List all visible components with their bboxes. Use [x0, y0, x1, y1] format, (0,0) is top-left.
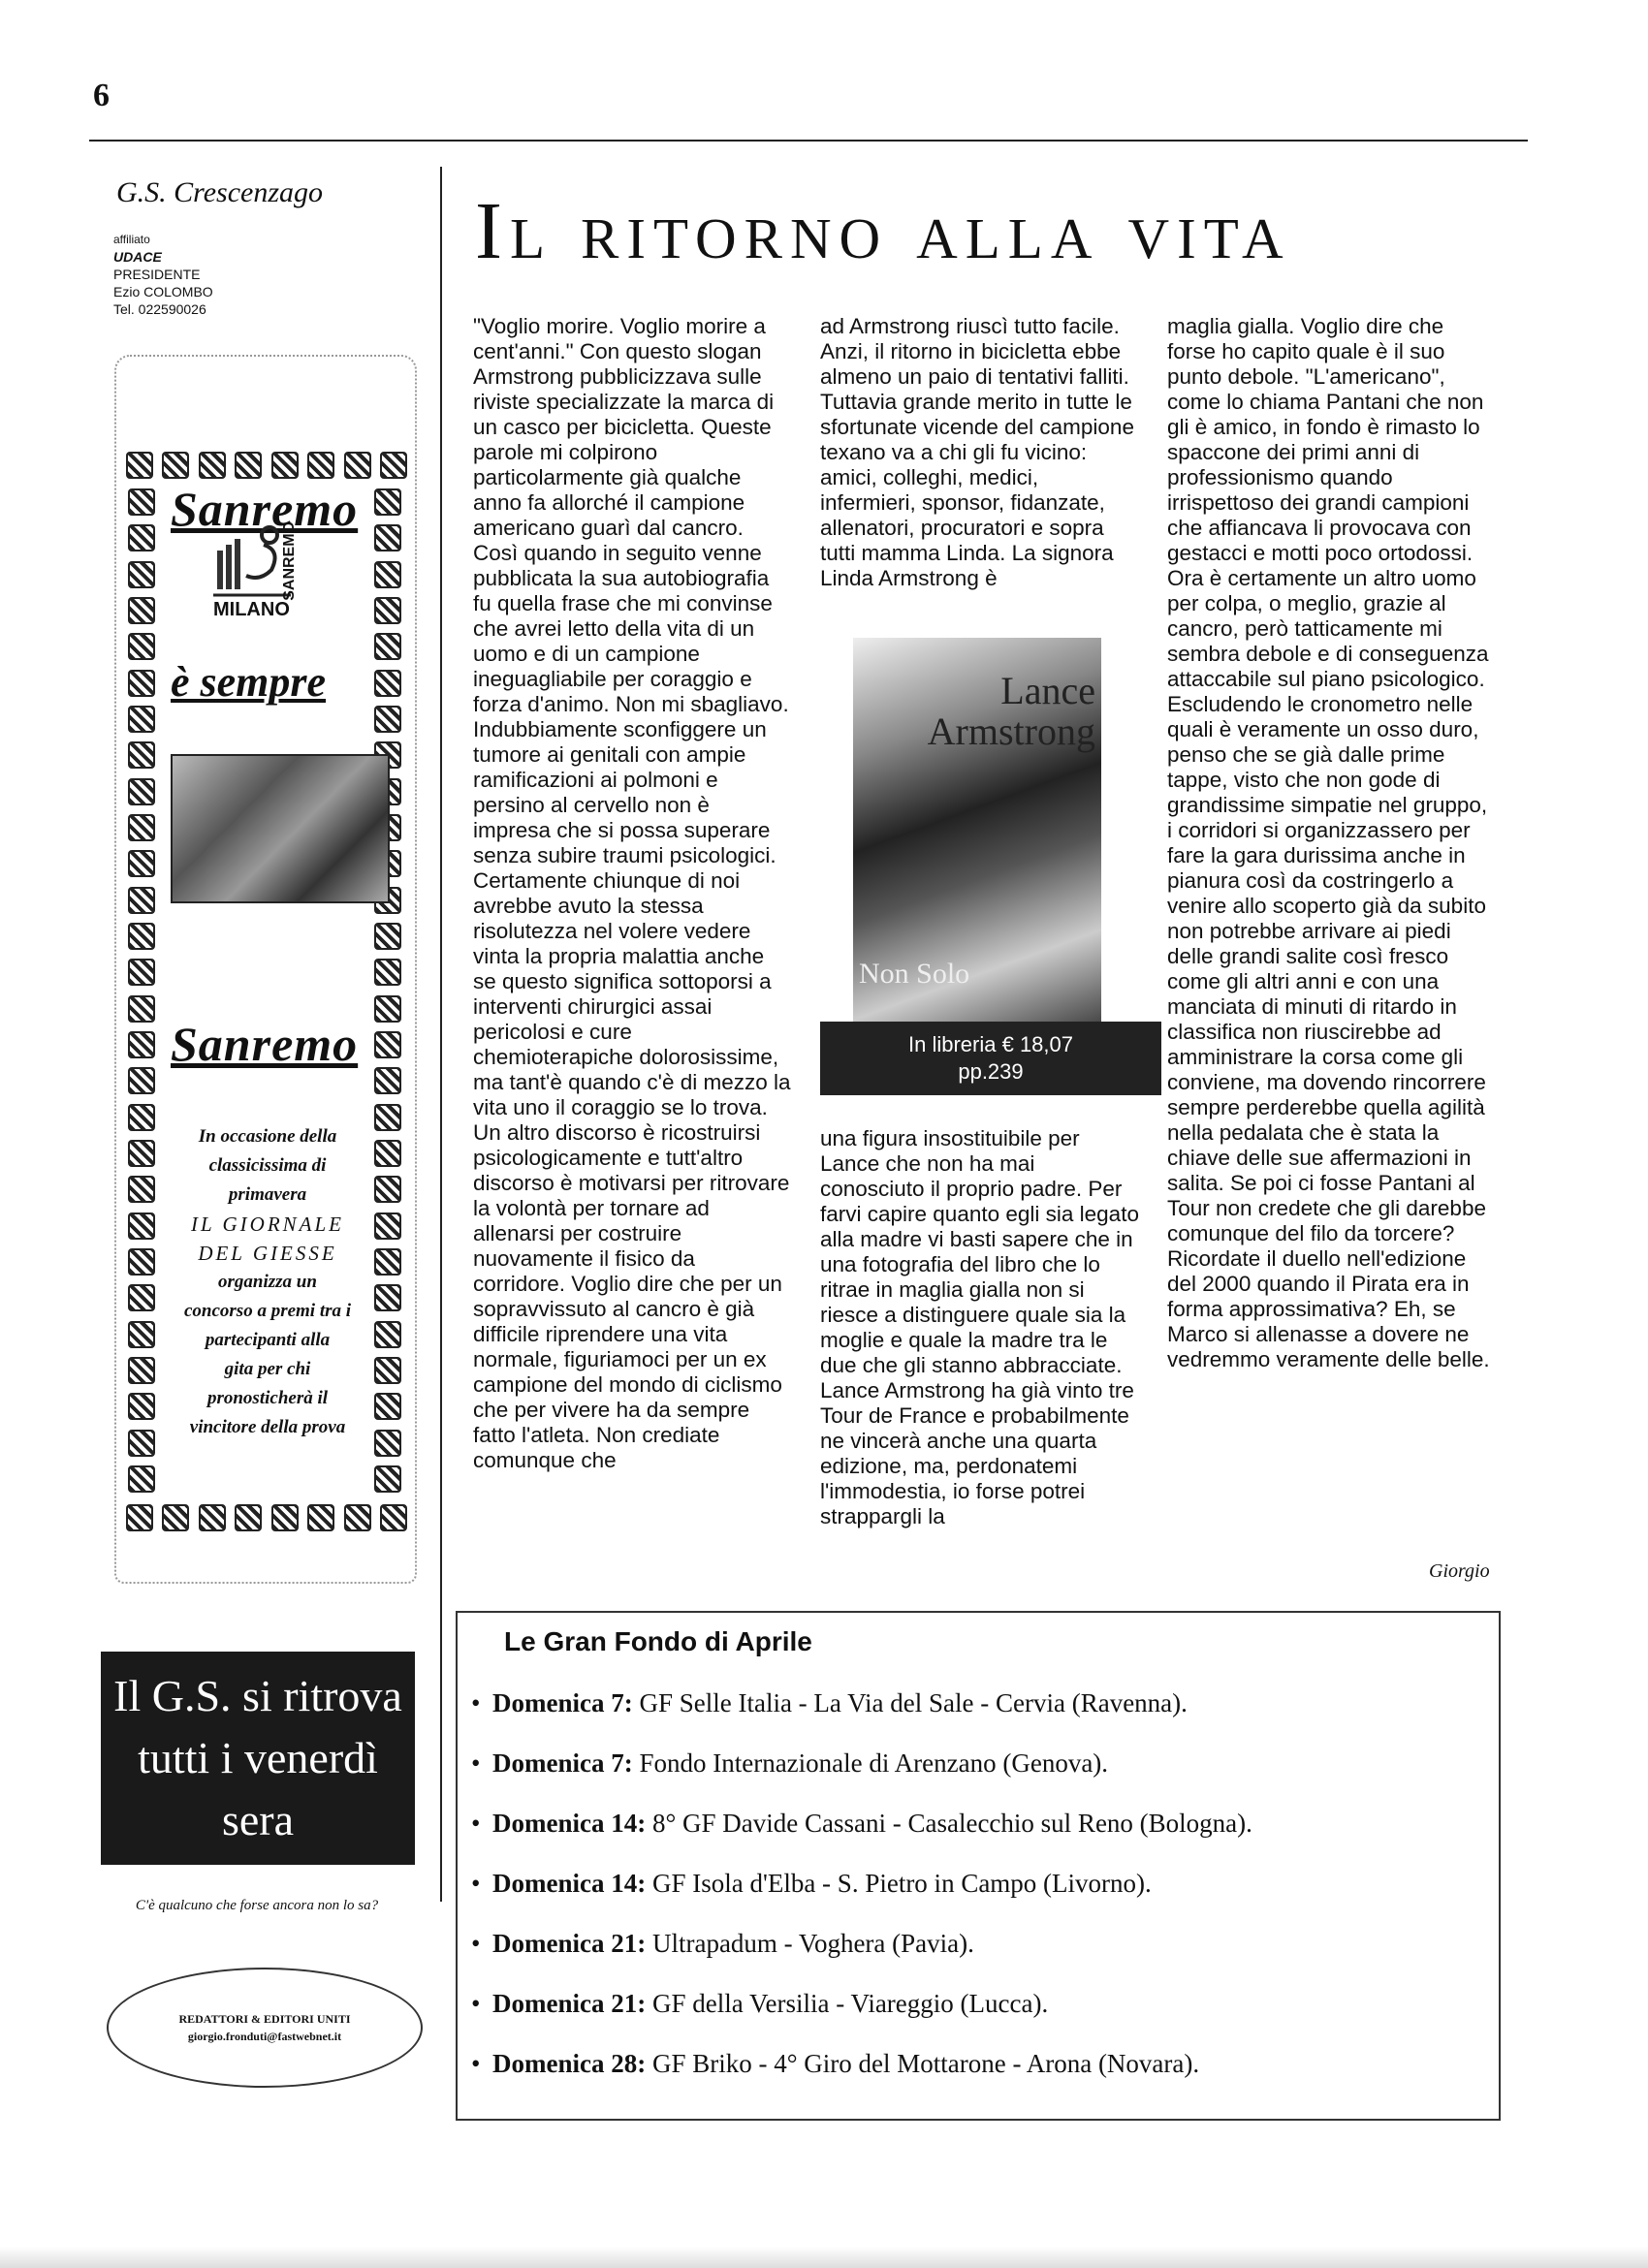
event-item: • Domenica 28: GF Briko - 4° Giro del Mottarone - Arona (Novara).	[471, 2049, 1200, 2078]
author-signature: Giorgio	[1429, 1560, 1490, 1582]
club-phone: Tel. 022590026	[113, 301, 206, 317]
flag-icon	[235, 452, 262, 479]
flag-border-top	[126, 446, 407, 485]
club-info	[113, 231, 213, 318]
event-item: • Domenica 14: 8° GF Davide Cassani - Casalecchio sul Reno (Bologna).	[471, 1809, 1252, 1838]
cyclist-logo-icon	[213, 512, 320, 609]
article-column-2-bottom: una figura insostituibile per Lance che non ha mai conosciuto il proprio padre. Per farvi capire quanto egli sia legato alla madre vi basti sapere che in una fotografia del libro che lo ritrae in maglia gialla non si riesce a distinguere quale sia la moglie e quale la madre tra le due che gli stanno abbracciate. Lance Armstrong ha già vinto tre Tour de France e probabilmente ne vincerà anche una quarta edizione, ma, perdonatemi l'immodestia, io forse potrei strappargli la	[820, 1126, 1139, 1528]
club-president-name: Ezio COLOMBO	[113, 284, 213, 299]
e-sempre-heading: è sempre	[171, 658, 327, 706]
top-rule	[89, 140, 1528, 142]
article-column-2-top: ad Armstrong riuscì tutto facile. Anzi, il ritorno in bicicletta ebbe almeno un paio di tentativi falliti. Tuttavia grande merito in tutte le sfortunate vicende del campione texano va a chi gli fu vicino: amici, colleghi, medici, infermieri, sponsor, fidanzate, allenatori, procuratori e sopra tutti mamma Linda. La signora Linda Armstrong è	[820, 314, 1134, 590]
events-title: Le Gran Fondo di Aprile	[504, 1626, 812, 1656]
sidebar-divider	[440, 167, 442, 1902]
article-title: Il ritorno alla vita	[475, 186, 1291, 276]
flag-icon	[344, 452, 371, 479]
editors-stamp: REDATTORI & EDITORI UNITI giorgio.fronduti@fastwebnet.it	[107, 1968, 423, 2088]
flag-icon	[307, 452, 334, 479]
club-name: G.S. Crescenzago	[116, 176, 324, 208]
event-item: • Domenica 14: GF Isola d'Elba - S. Pietro in Campo (Livorno).	[471, 1869, 1152, 1898]
events-box	[456, 1611, 1501, 2121]
friday-meeting-banner: Il G.S. si ritrova tutti i venerdì sera	[101, 1652, 415, 1865]
page-number: 6	[93, 78, 110, 113]
club-federation: UDACE	[113, 249, 162, 265]
book-title: Non Solo	[859, 958, 970, 990]
sanremo-heading-bottom: Sanremo	[171, 1017, 359, 1071]
book-price-caption: In libreria € 18,07 pp.239	[820, 1022, 1161, 1095]
cyclists-photo	[171, 754, 390, 903]
flag-border-bottom	[126, 1498, 407, 1537]
article-column-1: "Voglio morire. Voglio morire a cent'anni." Con questo slogan Armstrong pubblicizzava sulle riviste specializzate la marca di un casco per bicicletta. Queste parole mi colpirono particolarmente già qualche anno fa allorché il campione americano guarì dal cancro. Così quando in seguito venne pubblicata la sua autobiografia fu quella frase che mi convinse che avrei letto della vita di un uomo e di un campione ineguagliabile per coraggio e forza d'animo. Non mi sbagliavo. Indubbiamente sconfiggere un tumore ai genitali con ampie ramificazioni ai polmoni e persino al cervello non è impresa che si possa superare senza subire traumi psicologici. Certamente chiunque di noi avrebbe avuto la stessa risolutezza nel volere vedere vinta la propria malattia anche se questo significa sottoporsi a interventi chirurgici assai pericolosi e cure chemioterapiche dolorosissime, ma tant'è quando c'è di mezzo la vita uno il coraggio se lo trova. Un altro discorso è ricostruirsi psicologicamente e tutt'altro discorso è motivarsi per ritrovare la volontà per tornare ad allenarsi per costruire nuovamente il fisico da corridore. Voglio dire che per un sopravvissuto al cancro è già difficile riprendere una vita normale, figuriamoci per un ex campione del mondo di ciclismo che per vivere ha da sempre fatto l'atleta. Non crediate comunque che	[473, 314, 791, 1472]
club-affiliation: affiliato	[113, 233, 150, 246]
sanremo-advertisement	[114, 355, 417, 1584]
article-column-3: maglia gialla. Voglio dire che forse ho capito quale è il suo punto debole. "L'americano", come lo chiama Pantani che non gli è amico, in fondo è rimasto lo spaccone dei primi anni di professionismo quando irrispettoso dei grandi campioni che affiancava li provocava con gestacci e motti poco ortodossi. Ora è certamente un altro uomo per colpa, o meglio, grazie al cancro, però tatticamente mi sembra debole e di conseguenza attaccabile sul piano psicologico. Escludendo le cronometro nelle quali è veramente un osso duro, penso che se già dalle prime tappe, visto che non gode di grandissime simpatie nel gruppo, i corridori si organizzassero per fare la gara durissima anche in pianura così da costringerlo a venire allo scoperto già da subito non potrebbe arrivare ai piedi delle grandi salite così fresco come gli altri anni e con una manciata di minuti di ritardo in classifica non riuscirebbe ad amministrare la corsa come gli conviene, ma dovendo rincorrere sempre perderebbe quella agilità nella pedalata che è stata la chiave delle sue affermazioni in salita. Se poi ci fosse Pantani al Tour non credete che gli darebbe comunque del filo da torcere? Ricordate il duello nell'edizione del 2000 quando il Pirata era in forma approssimativa? Eh, se Marco si allenasse a dovere ne vedremmo veramente delle belle.	[1167, 314, 1490, 1371]
flag-icon	[199, 452, 226, 479]
event-item: • Domenica 21: GF della Versilia - Viareggio (Lucca).	[471, 1989, 1049, 2018]
flag-icon	[271, 452, 299, 479]
logo-sanremo-text: SANREMO	[281, 521, 298, 601]
sidebar-tagline: C'è qualcuno che forse ancora non lo sa?	[135, 1898, 379, 1913]
flag-icon	[126, 452, 153, 479]
events-list	[471, 1688, 1252, 2109]
club-president-label: PRESIDENTE	[113, 267, 201, 282]
book-cover-image	[853, 638, 1101, 1025]
contest-announcement: In occasione della classicissima di primavera IL GIORNALE DEL GIESSE organizza un concorso a premi tra i partecipanti alla gita per chi pronosticherà il vincitore della prova	[183, 1126, 352, 1437]
sanremo-heading-top: Sanremo	[171, 482, 359, 536]
scan-bottom-edge	[0, 2247, 1648, 2268]
event-item: • Domenica 7: GF Selle Italia - La Via del Sale - Cervia (Ravenna).	[471, 1688, 1188, 1717]
book-author: Lance Armstrong	[927, 669, 1095, 753]
logo-milano-text: MILANO	[213, 599, 290, 620]
flag-icon	[162, 452, 189, 479]
flag-icon	[380, 452, 407, 479]
event-item: • Domenica 7: Fondo Internazionale di Arenzano (Genova).	[471, 1748, 1109, 1778]
event-item: • Domenica 21: Ultrapadum - Voghera (Pavia).	[471, 1929, 974, 1958]
